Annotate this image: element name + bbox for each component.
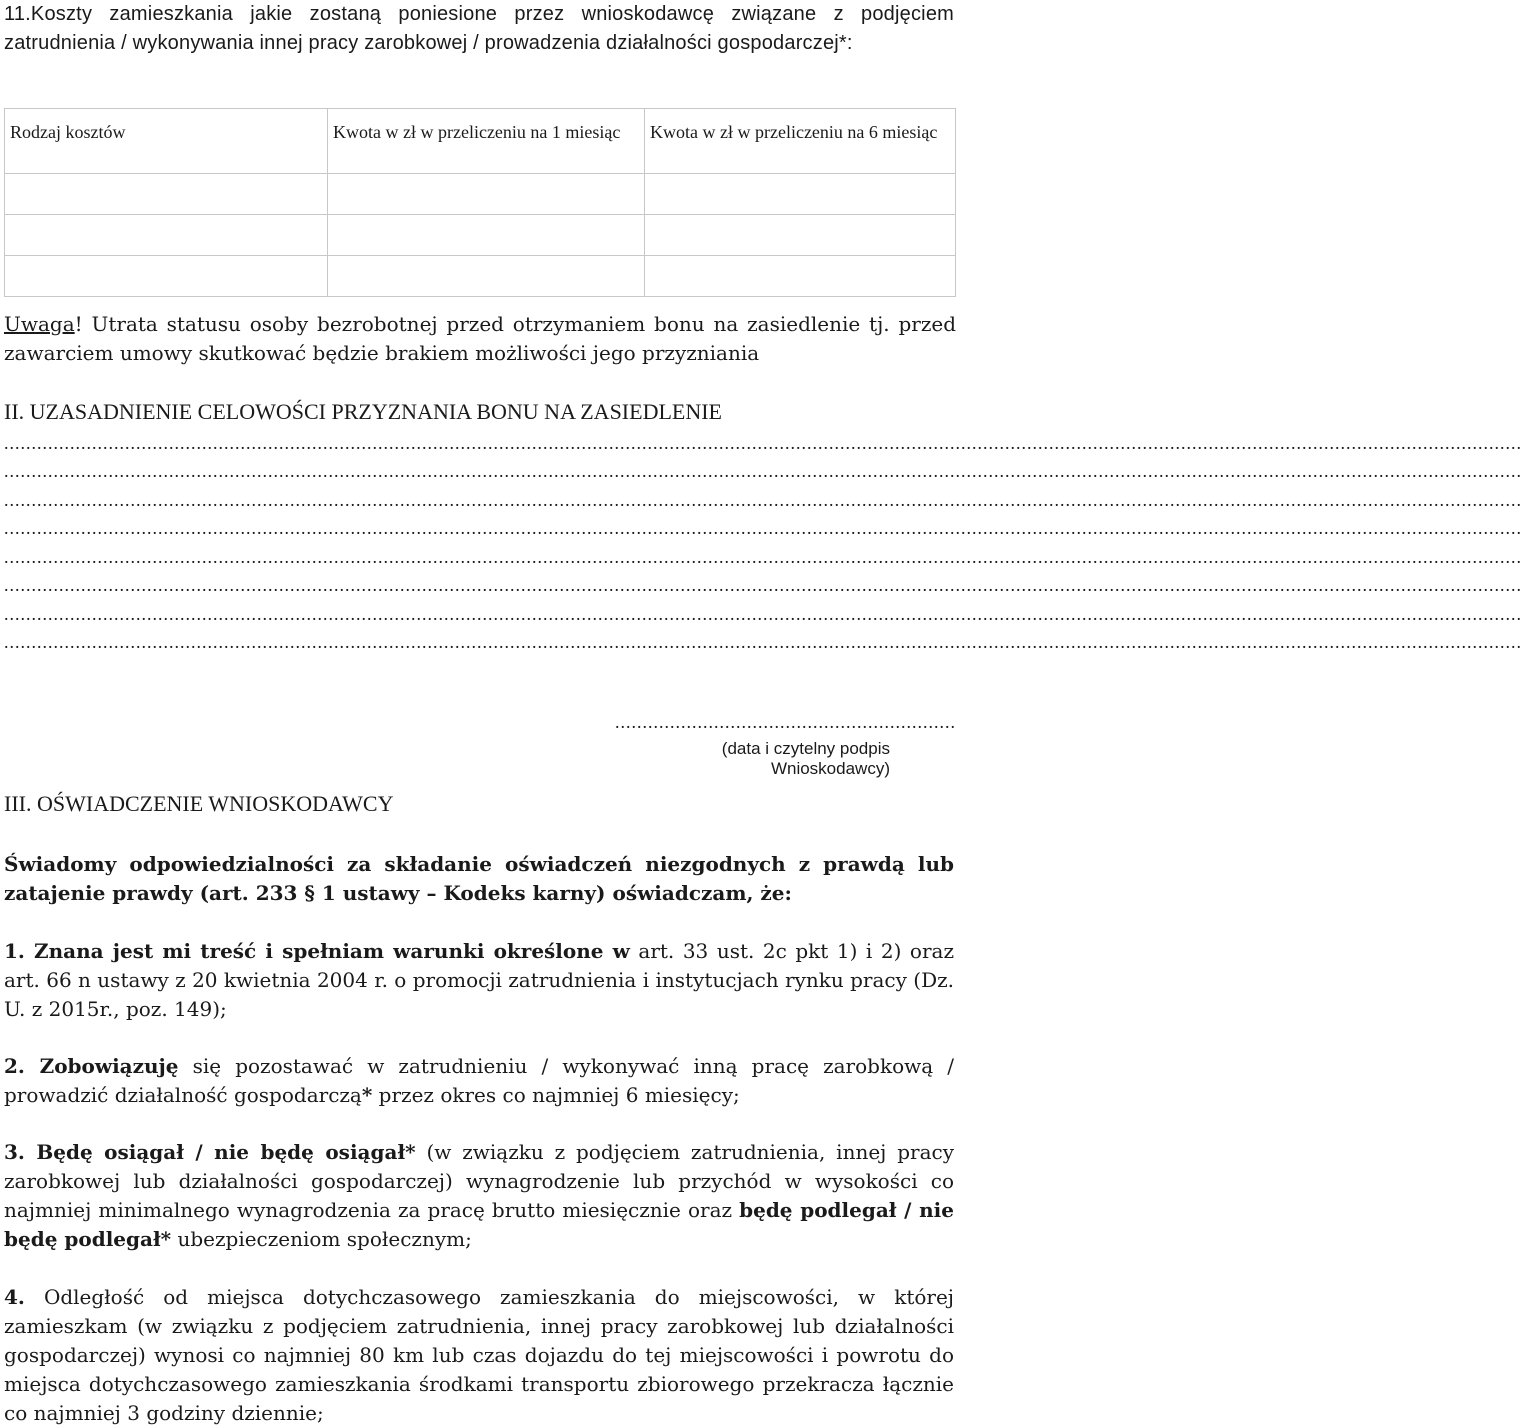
section-2-heading: II. UZASADNIENIE CELOWOŚCI PRZYZNANIA BONU NA ZASIEDLENIE	[4, 399, 722, 424]
item-2-bold: Zobowiązuję	[24, 1054, 179, 1078]
costs-cell[interactable]	[645, 256, 956, 297]
warning-label: Uwaga	[4, 312, 75, 336]
costs-cell[interactable]	[328, 174, 645, 215]
justification-line[interactable]: ....................................................................................................................................................................................................................................................................................	[4, 461, 1522, 481]
signature-caption: (data i czytelny podpis Wnioskodawcy)	[721, 739, 890, 778]
section-11-text	[4, 0, 954, 58]
section-3-heading: III. OŚWIADCZENIE WNIOSKODAWCY	[4, 791, 394, 816]
item-3-text-end: ubezpieczeniom społecznym;	[171, 1227, 472, 1251]
item-1-number: 1.	[4, 939, 25, 963]
item-2-text: się pozostawać w zatrudnieniu / wykonywać inną pracę zarobkową / prowadzić działalność gospodarczą	[4, 1054, 955, 1107]
item-2-number: 2.	[4, 1054, 25, 1078]
item-4-number: 4.	[4, 1285, 25, 1309]
justification-line[interactable]: ....................................................................................................................................................................................................................................................................................	[4, 518, 1522, 538]
costs-cell[interactable]	[5, 256, 328, 297]
costs-cell[interactable]	[328, 215, 645, 256]
section-11-body: Koszty zamieszkania jakie zostaną poniesione przez wnioskodawcę związane z podjęciem zatrudnienia / wykonywania innej pracy zarobkowej / prowadzenia działalności gospodarczej*:	[4, 3, 954, 54]
costs-cell[interactable]	[328, 256, 645, 297]
item-2-text-end: przez okres co najmniej 6 miesięcy;	[372, 1083, 740, 1107]
item-3-number: 3.	[4, 1140, 25, 1164]
costs-header-type: Rodzaj kosztów	[5, 109, 328, 174]
item-3-bold-2: będę podlegał / nie będę podlegał*	[4, 1198, 954, 1251]
warning-text: ! Utrata statusu osoby bezrobotnej przed otrzymaniem bonu na zasiedlenie tj. przed zawarciem umowy skutkować będzie brakiem możliwości jego przyzniania	[4, 312, 956, 365]
costs-table-row	[5, 174, 956, 215]
costs-table-header-row	[5, 109, 956, 174]
item-1-text: art. 33 ust. 2c pkt 1) i 2) oraz art. 66 n ustawy z 20 kwietnia 2004 r. o promocji zatrudnienia i instytucjach rynku pracy (Dz. U. z 2015r., poz. 149);	[4, 939, 954, 1021]
costs-cell[interactable]	[645, 174, 956, 215]
signature-line[interactable]: ..............................................................	[615, 712, 956, 732]
costs-table	[4, 108, 956, 297]
justification-line[interactable]: ....................................................................................................................................................................................................................................................................................	[4, 632, 1522, 652]
item-3-text: (w związku z podjęciem zatrudnienia, innej pracy zarobkowej lub działalności gospodarczej) wynagrodzenie lub przychód w wysokości co najmniej minimalnego wynagrodzenia za pracę brutto miesięcznie oraz	[4, 1140, 955, 1222]
justification-line[interactable]: ....................................................................................................................................................................................................................................................................................	[4, 490, 1522, 510]
justification-line[interactable]: ....................................................................................................................................................................................................................................................................................	[4, 547, 1522, 567]
costs-header-6-months: Kwota w zł w przeliczeniu na 6 miesiąc	[645, 109, 956, 174]
declaration-item-4	[4, 1283, 954, 1428]
item-4-text: Odległość od miejsca dotychczasowego zamieszkania do miejscowości, w której zamieszkam (w związku z podjęciem zatrudnienia, innej pracy zarobkowej lub działalności gospodarczej) wynosi co najmniej 80 km lub czas dojazdu do tej miejscowości i powrotu do miejsca dotychczasowego zamieszkania środkami transportu zbiorowego przekracza łącznie co najmniej 3 godziny dziennie;	[4, 1285, 954, 1425]
justification-line[interactable]: ....................................................................................................................................................................................................................................................................................	[4, 604, 1522, 624]
costs-table-row	[5, 256, 956, 297]
justification-line[interactable]: ....................................................................................................................................................................................................................................................................................	[4, 433, 1522, 453]
costs-cell[interactable]	[645, 215, 956, 256]
section-11-number: 11.	[4, 3, 31, 25]
declaration-item-2	[4, 1052, 954, 1110]
declaration-item-3	[4, 1138, 954, 1254]
costs-cell[interactable]	[5, 174, 328, 215]
declaration-item-1	[4, 937, 954, 1024]
item-3-bold: Będę osiągał / nie będę osiągał*	[24, 1140, 416, 1164]
warning-note	[4, 310, 956, 368]
justification-line[interactable]: ....................................................................................................................................................................................................................................................................................	[4, 575, 1522, 595]
costs-header-1-month: Kwota w zł w przeliczeniu na 1 miesiąc	[328, 109, 645, 174]
item-2-star: *	[361, 1083, 373, 1107]
item-1-bold: Znana jest mi treść i spełniam warunki określone w	[24, 939, 630, 963]
costs-cell[interactable]	[5, 215, 328, 256]
declaration-intro: Świadomy odpowiedzialności za składanie oświadczeń niezgodnych z prawdą lub zatajenie prawdy (art. 233 § 1 ustawy – Kodeks karny) oświadczam, że:	[4, 852, 954, 905]
costs-table-row	[5, 215, 956, 256]
